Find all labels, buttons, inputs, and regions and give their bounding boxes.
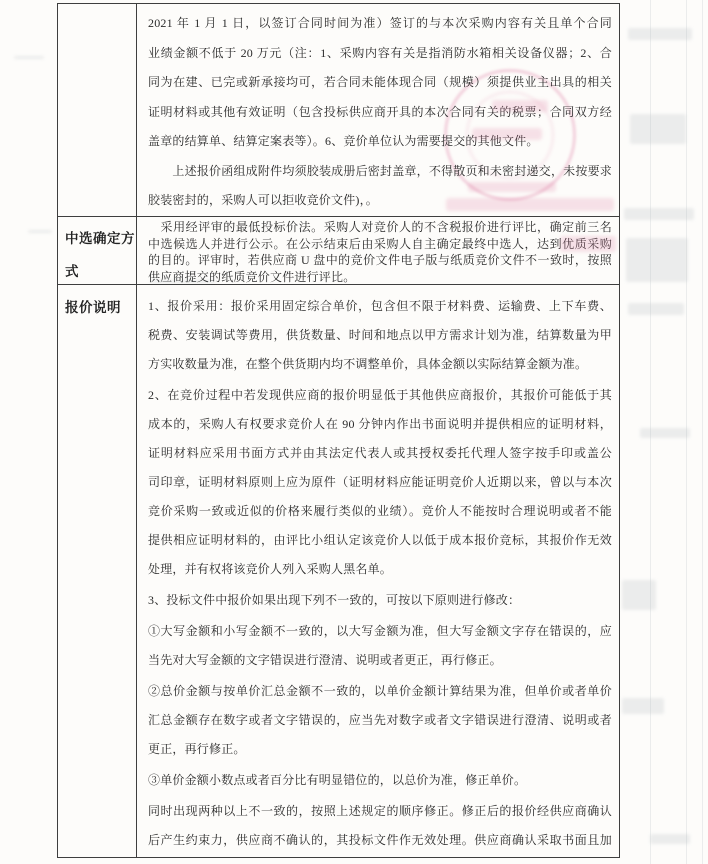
text-line: 3、投标文件中报价如果出现下列不一致的，可按以下原则进行修改：: [148, 593, 521, 607]
scan-streak: [702, 0, 703, 864]
paragraph: [148, 677, 612, 764]
bleedthrough-mark: [624, 208, 694, 220]
paragraph: [148, 766, 612, 795]
text-line: 后产生约束力，供应商不确认的，其投标文件作无效处理。供应商确认采取书面且加: [148, 833, 612, 847]
bleedthrough-mark: [28, 230, 52, 233]
paragraph: [148, 219, 612, 284]
procurement-table: [57, 3, 620, 858]
text-line: 更正，再行修正。: [148, 742, 246, 756]
text-line: 处理，并有权将该竞价人列入采购人黑名单。: [148, 562, 393, 576]
bleedthrough-mark: [622, 698, 664, 714]
text-line: 竞价采购一致或近似的价格来履行类似的业绩）。竞价人不能按时合理说明或者不能: [148, 504, 612, 518]
bleedthrough-mark: [14, 56, 44, 59]
row-label-quotation-notes: 报价说明: [58, 285, 137, 857]
paragraph: [148, 586, 612, 615]
text-line: 司印章，证明材料原则上应为原件（证明材料应能证明竞价人近期以来，曾以与本次: [148, 475, 612, 489]
text-line: 证明材料应采用书面方式并由其法定代表人或其授权委托代理人签字按手印或盖公: [148, 446, 612, 460]
paragraph: [148, 292, 612, 379]
text-line: ①大写金额和小写金额不一致的，以大写金额为准，但大写金额文字存在错误的，应: [148, 624, 612, 638]
bleedthrough-mark: [628, 28, 692, 40]
text-line: 证明材料或其他有效证明（包含投标供应商开具的本次合同有关的税票；合同双方经: [148, 104, 612, 119]
text-line: 业绩金额不低于 20 万元（注：1、采购内容有关是指消防水箱相关设备仪器；2、合: [148, 45, 612, 60]
row-content-requirements: [137, 4, 619, 216]
paragraph: [148, 617, 612, 675]
text-line: 盖章的结算单、结算定案表等）。6、竞价单位认为需要提交的其他文件。: [148, 134, 539, 148]
text-line: 方实收数量为准，在整个供货期内均不调整单价，具体金额以实际结算金额为准。: [148, 357, 588, 371]
bleedthrough-mark: [622, 580, 656, 610]
text-line: 2021 年 1 月 1 日，以签订合同时间为准）签订的与本次采购内容有关且单个合同: [148, 16, 612, 30]
text-line: 税费、安装调试等费用，供货数量、时间和地点以甲方需求计划为准，结算数量为甲: [148, 328, 612, 342]
scan-streak: [686, 0, 687, 864]
text-line: 2、在竞价过程中若发现供应商的报价明显低于其他供应商报价，其报价可能低于其: [148, 388, 612, 402]
text-line: 供应商提交的纸质竞价文件进行评比。: [148, 269, 356, 284]
table-row-quotation-notes: [58, 285, 619, 857]
text-line: 成本的，采购人有权要求竞价人在 90 分钟内作出书面说明并提供相应的证明材料，: [148, 417, 612, 431]
paragraph: [148, 157, 612, 216]
text-line: 1、报价采用：报价采用固定综合单价，包含但不限于材料费、运输费、上下车费、: [148, 299, 612, 313]
text-line: 胶装密封的，采购人可以拒收竞价文件)，。: [148, 193, 378, 207]
table-row-continued: [58, 4, 619, 217]
row-label-cell-empty: [58, 4, 137, 216]
text-line: 采用经评审的最低投标价法。采购人对竞价人的不含税报价进行评比，确定前三名: [148, 220, 612, 234]
bleedthrough-mark: [630, 114, 686, 144]
bleedthrough-mark: [650, 834, 690, 844]
scan-streak: [650, 0, 651, 864]
text-line: ③单价金额小数点或者百分比有明显错位的，以总价为准，修正单价。: [148, 773, 527, 787]
paragraph: [148, 9, 612, 157]
text-line: 上述报价函组成附件均须胶装成册后密封盖章，不得散页和未密封递交，未按要求: [148, 163, 612, 178]
text-line: 当先对大写金额的文字错误进行澄清、说明或者更正，再行修正。: [148, 653, 502, 667]
text-line: ②总价金额与按单价汇总金额不一致的，以单价金额计算结果为准，但单价或者单价: [148, 684, 612, 698]
row-content-quotation-notes: [137, 285, 619, 857]
text-line: 汇总金额存在数字或者文字错误的，应当先对数字或者文字错误进行澄清、说明或者: [148, 713, 612, 727]
bleedthrough-mark: [628, 303, 684, 315]
bleedthrough-mark: [640, 428, 690, 438]
paragraph: [148, 381, 612, 584]
text-line: 的目的。评审时，若供应商 U 盘中的竞价文件电子版与纸质竞价文件不一致时，按照: [148, 253, 612, 267]
bleedthrough-mark: [626, 238, 688, 282]
paragraph: [148, 797, 612, 855]
row-label-selection-method: 中选确定方式: [58, 217, 137, 284]
text-line: 同为在建、已完或新承接均可，若合同未能体现合同（规模）须提供业主出具的相关: [148, 75, 612, 89]
text-line: 提供相应证明材料的，由评比小组认定该竞价人以低于成本报价竞标，其报价作无效: [148, 533, 612, 547]
table-row-selection-method: [58, 217, 619, 285]
text-line: 同时出现两种以上不一致的，按照上述规定的顺序修正。修正后的报价经供应商确认: [148, 804, 612, 818]
text-line: 中选候选人并进行公示。在公示结束后由采购人自主确定最终中选人，达到优质采购: [148, 236, 612, 251]
row-content-selection-method: [137, 217, 619, 284]
